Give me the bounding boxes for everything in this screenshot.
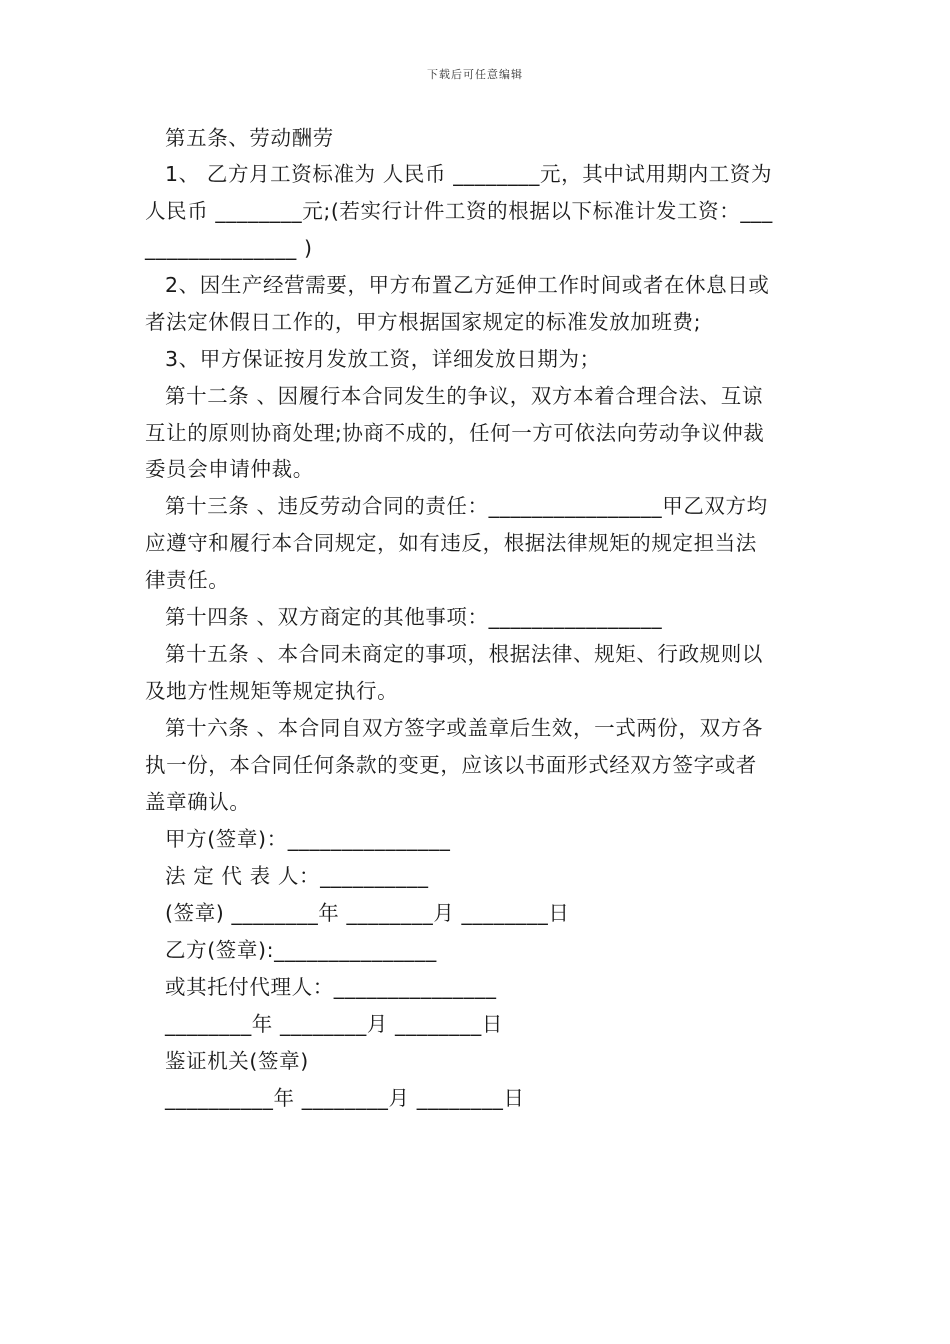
article-15-line-2: 及地方性规矩等规定执行。	[145, 679, 399, 703]
party-a-signature: 甲方(签章)：_______________	[165, 827, 451, 851]
salary-line-3: ______________ )	[145, 236, 313, 260]
article-13-line-1: 第十三条 、违反劳动合同的责任：________________甲乙双方均	[165, 494, 768, 518]
article-16-line-1: 第十六条 、本合同自双方签字或盖章后生效，一式两份，双方各	[165, 716, 763, 740]
overtime-line-2: 者法定休假日工作的，甲方根据国家规定的标准发放加班费;	[145, 310, 702, 334]
legal-representative: 法 定 代 表 人：__________	[165, 864, 429, 888]
salary-line-1: 1、 乙方月工资标准为 人民币 ________元，其中试用期内工资为	[165, 162, 773, 186]
party-b-signature: 乙方(签章):_______________	[165, 938, 437, 962]
authorized-agent: 或其托付代理人：_______________	[165, 975, 497, 999]
party-b-date: ________年 ________月 ________日	[165, 1012, 503, 1036]
article-15-line-1: 第十五条 、本合同未商定的事项，根据法律、规矩、行政规则以	[165, 642, 763, 666]
article-12-line-3: 委员会申请仲裁。	[145, 457, 314, 481]
article-12-line-1: 第十二条 、因履行本合同发生的争议，双方本着合理合法、互谅	[165, 384, 763, 408]
header-note: 下载后可任意编辑	[427, 68, 523, 81]
article-5-heading: 第五条、劳动酬劳	[165, 126, 334, 150]
attestation-date: __________年 ________月 ________日	[165, 1086, 525, 1110]
payday-line: 3、甲方保证按月发放工资，详细发放日期为；	[165, 347, 601, 371]
article-16-line-3: 盖章确认。	[145, 790, 251, 814]
party-a-seal-date: (签章) ________年 ________月 ________日	[165, 901, 570, 925]
article-13-line-2: 应遵守和履行本合同规定，如有违反，根据法律规矩的规定担当法	[145, 531, 757, 555]
article-12-line-2: 互让的原则协商处理;协商不成的，任何一方可依法向劳动争议仲裁	[145, 421, 765, 445]
attestation-authority: 鉴证机关(签章)	[165, 1049, 309, 1073]
article-13-line-3: 律责任。	[145, 568, 230, 592]
overtime-line-1: 2、因生产经营需要，甲方布置乙方延伸工作时间或者在休息日或	[165, 273, 770, 297]
salary-line-2: 人民币 ________元;(若实行计件工资的根据以下标准计发工资：___	[145, 199, 773, 223]
article-16-line-2: 执一份，本合同任何条款的变更，应该以书面形式经双方签字或者	[145, 753, 757, 777]
article-14-line: 第十四条 、双方商定的其他事项：________________	[165, 605, 663, 629]
